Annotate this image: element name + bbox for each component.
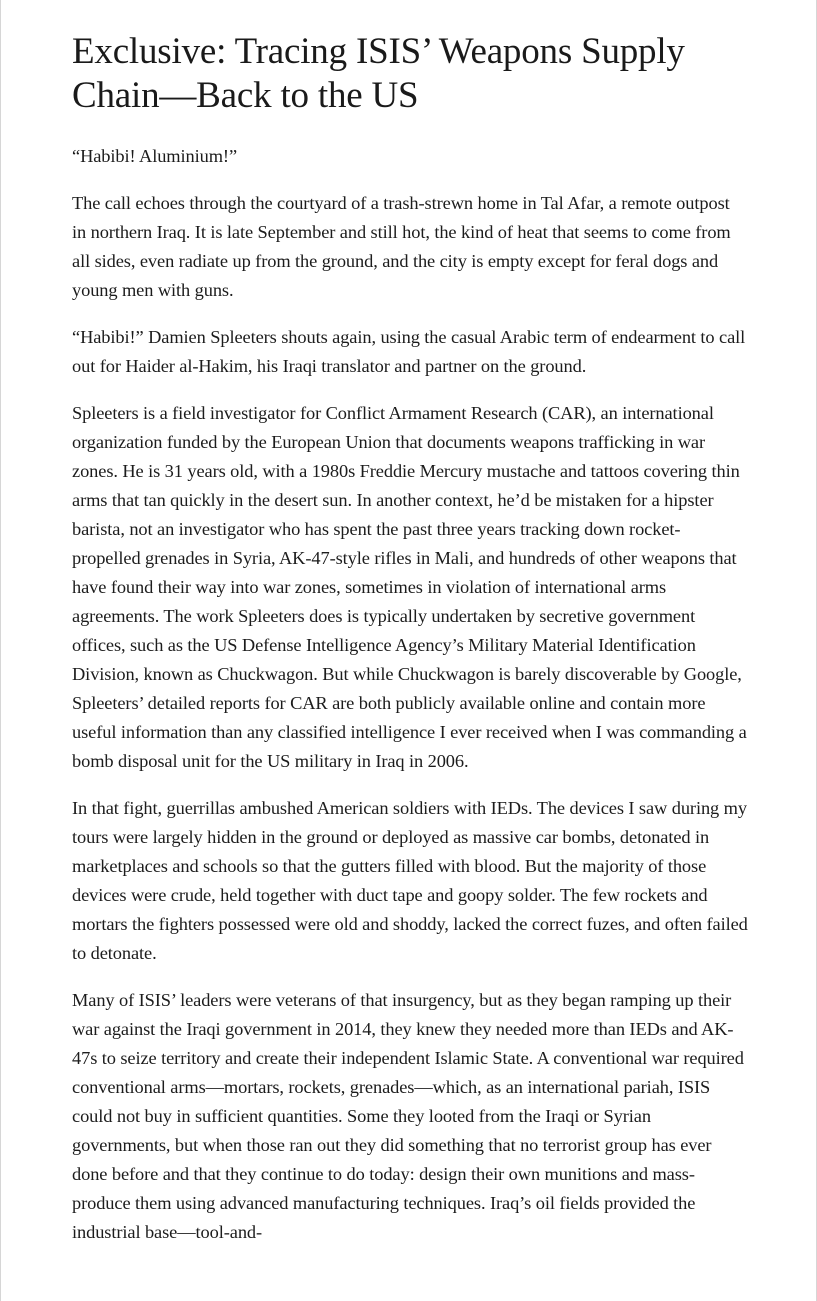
article-paragraph: In that fight, guerrillas ambushed American soldiers with IEDs. The devices I saw during my tours were largely hidden in the ground or deployed as massive car bombs, detonated in marketplaces and schools so that the gutters filled with blood. But the majority of those devices were crude, held together with duct tape and goopy solder. The few rockets and mortars the fighters possessed were old and shoddy, lacked the correct fuzes, and often failed to detonate. — [72, 798, 748, 963]
article — [72, 30, 748, 1265]
article-paragraph: Spleeters is a field investigator for Conflict Armament Research (CAR), an international organization funded by the European Union that documents weapons trafficking in war zones. He is 31 years old, with a 1980s Freddie Mercury mustache and tattoos covering thin arms that tan quickly in the desert sun. In another context, he’d be mistaken for a hipster barista, not an investigator who has spent the past three years tracking down rocket-propelled grenades in Syria, AK-47-style rifles in Mali, and hundreds of other weapons that have found their way into war zones, sometimes in violation of international arms agreements. The work Spleeters does is typically undertaken by secretive government offices, such as the US Defense Intelligence Agency’s Military Material Identification Division, known as Chuckwagon. But while Chuckwagon is barely discoverable by Google, Spleeters’ detailed reports for CAR are both publicly available online and contain more useful information than any classified intelligence I ever received when I was commanding a bomb disposal unit for the US military in Iraq in 2006. — [72, 403, 747, 771]
article-title: Exclusive: Tracing ISIS’ Weapons Supply Chain—Back to the US — [72, 31, 685, 116]
article-paragraph: “Habibi! Aluminium!” — [72, 146, 238, 166]
article-paragraph: The call echoes through the courtyard of a trash-strewn home in Tal Afar, a remote outpost in northern Iraq. It is late September and still hot, the kind of heat that seems to come from all sides, even radiate up from the ground, and the city is empty except for feral dogs and young men with guns. — [72, 193, 731, 300]
article-paragraph: Many of ISIS’ leaders were veterans of that insurgency, but as they began ramping up their war against the Iraqi government in 2014, they knew they needed more than IEDs and AK-47s to seize territory and create their independent Islamic State. A conventional war required conventional arms—mortars, rockets, grenades—which, as an international pariah, ISIS could not buy in sufficient quantities. Some they looted from the Iraqi or Syrian governments, but when those ran out they did something that no terrorist group has ever done before and that they continue to do today: design their own munitions and mass-produce them using advanced manufacturing techniques. Iraq’s oil fields provided the industrial base—tool-and- — [72, 990, 744, 1242]
article-paragraph: “Habibi!” Damien Spleeters shouts again, using the casual Arabic term of endearment to call out for Haider al-Hakim, his Iraqi translator and partner on the ground. — [72, 327, 746, 376]
